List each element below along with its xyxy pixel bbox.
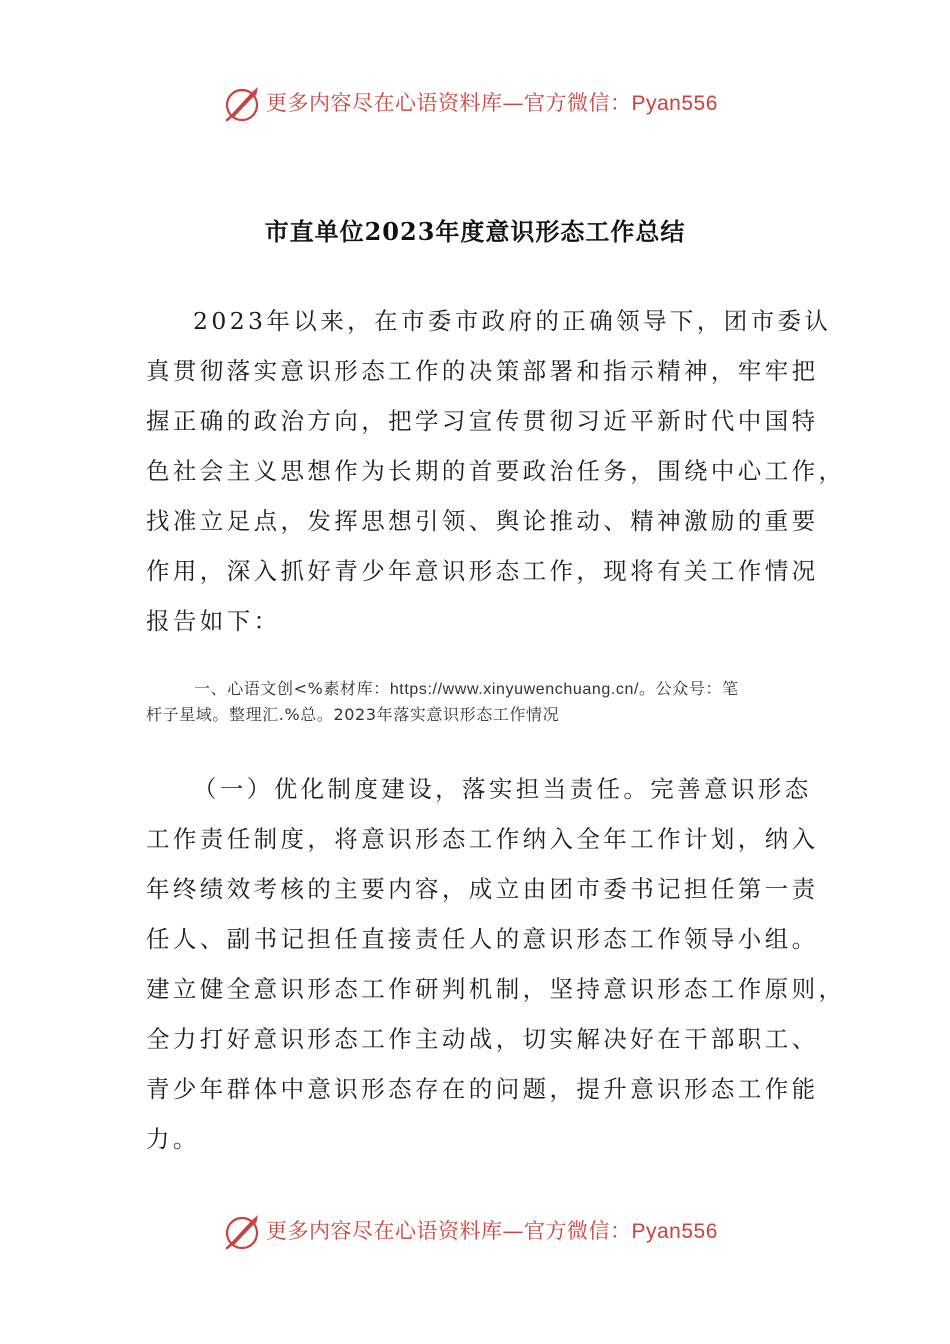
header-banner bbox=[0, 78, 950, 128]
banner-official: 官方微信： bbox=[524, 91, 632, 115]
quill-pen-logo-icon bbox=[222, 84, 262, 124]
banner-dash: — bbox=[502, 1219, 524, 1243]
paragraph-line: 任人、副书记担任直接责任人的意识形态工作领导小组。 bbox=[146, 925, 819, 953]
section-heading-note bbox=[146, 676, 806, 727]
paragraph-line: （一）优化制度建设，落实担当责任。完善意识形态 bbox=[193, 775, 812, 803]
paragraph-line: 色社会主义思想作为长期的首要政治任务，围绕中心工作， bbox=[146, 457, 846, 485]
note-prefix: 一、心语文创<%素材库： bbox=[194, 679, 390, 698]
banner-dash: — bbox=[502, 91, 524, 115]
paragraph-line: 青少年群体中意识形态存在的问题，提升意识形态工作能 bbox=[146, 1075, 819, 1103]
banner-slogan: 更多内容尽在心语资料库 bbox=[266, 1219, 503, 1243]
note-line bbox=[146, 676, 806, 702]
section-1-paragraph bbox=[146, 764, 846, 1164]
footer-banner bbox=[0, 1206, 950, 1256]
paragraph-line: 报告如下： bbox=[146, 607, 281, 635]
paragraph-line: 全力打好意识形态工作主动战，切实解决好在干部职工、 bbox=[146, 1025, 819, 1053]
paragraph-line: 作用，深入抓好青少年意识形态工作，现将有关工作情况 bbox=[146, 557, 819, 585]
document-title: 市直单位2023年度意识形态工作总结 bbox=[264, 217, 686, 246]
paragraph-line: 找准立足点，发挥思想引领、舆论推动、精神激励的重要 bbox=[146, 507, 819, 535]
quill-pen-logo-icon bbox=[222, 1212, 262, 1252]
banner-slogan: 更多内容尽在心语资料库 bbox=[266, 91, 503, 115]
banner-wechat-id: Pyan556 bbox=[631, 92, 718, 115]
banner-text bbox=[266, 1218, 718, 1245]
banner-wechat-id: Pyan556 bbox=[631, 1220, 718, 1243]
banner-official: 官方微信： bbox=[524, 1219, 632, 1243]
banner-text bbox=[266, 90, 718, 117]
intro-paragraph bbox=[146, 296, 846, 646]
source-url-link[interactable]: https://www.xinyuwenchuang.cn/ bbox=[389, 681, 640, 698]
paragraph-line: 力。 bbox=[146, 1125, 200, 1153]
note-line: 杆子星域。整理汇.%总。2023年落实意识形态工作情况 bbox=[146, 705, 560, 724]
paragraph-line: 工作责任制度，将意识形态工作纳入全年工作计划，纳入 bbox=[146, 825, 819, 853]
paragraph-line: 2023年以来，在市委市政府的正确领导下，团市委认 bbox=[193, 307, 832, 335]
note-suffix: 。公众号：笔 bbox=[639, 679, 739, 698]
paragraph-line: 建立健全意识形态工作研判机制，坚持意识形态工作原则， bbox=[146, 975, 846, 1003]
paragraph-line: 握正确的政治方向，把学习宣传贯彻习近平新时代中国特 bbox=[146, 407, 819, 435]
paragraph-line: 年终绩效考核的主要内容，成立由团市委书记担任第一责 bbox=[146, 875, 819, 903]
paragraph-line: 真贯彻落实意识形态工作的决策部署和指示精神，牢牢把 bbox=[146, 357, 819, 385]
